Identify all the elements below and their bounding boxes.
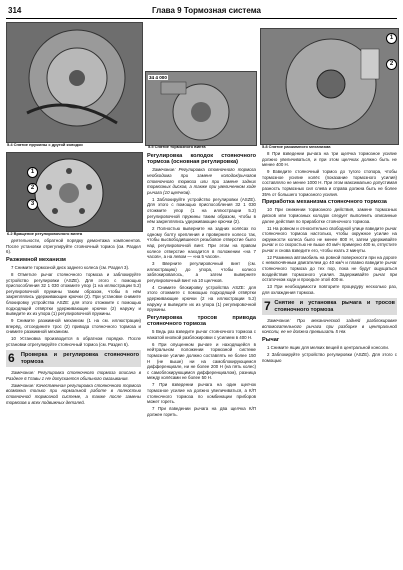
col3-para: 13 При необходимости повторите процедуру несколько раз, для охлаждения тормоза. (262, 284, 397, 295)
brake-spring-drawing (7, 23, 142, 142)
figure-5-5-caption: 5.5 Снятие тормозного винта (148, 144, 206, 149)
section-title: Проверка и регулировка стояночного тормоза (20, 352, 139, 365)
col2-para: 6 При опущенном рычаге и находящейся в нейтральном положении тормозной системе тормозное усилие должно составлять не более 150 Н (не выше) ни на самоблокирующемся дифференциале, ни не более 200 Н (на пять колес) с самоблокирующимся дифференциалом), разница между колёсами не более 50 Н. (147, 341, 256, 381)
col3-para: 10 При снижении тормозного действия, замене тормозных дисков или тормозных колодок следует выполнить описанные далее действия по приработке стояночного тормоза. (262, 207, 397, 224)
figure-5-8-callout-2: 2 (386, 59, 397, 70)
section-title: Снятие и установка рычага и тросов стояночного тормоза (274, 300, 395, 313)
page-header (6, 4, 397, 19)
figure-5-4-caption: 5.4 Снятие пружины с другой колодки (7, 142, 83, 147)
figure-5-8-caption: 5.8 Снятие разжимного механизма (262, 144, 331, 149)
chapter-title: Глава 9 Тормозная система (152, 6, 261, 15)
col1-para: 8 Отметьте рычаг стояночного тормоза и заблокируйте устройство регулировки (ASZE). Для этого с помощью приспособления 32 1 030 отожмите упор (1 на иллюстрации 5.2) регулировочной пружины таким образом, чтобы в нём закреплялись удерживающие крючки (2). При установке снимите блокировку устройства ASZE: для этого отожмите с помощью подходящей отвёртки удерживающие крючки (2) наружу и выведите их из упора (1) регулировочной пружины. (6, 271, 141, 317)
col3-para: 12 Разминка автомобиль на ровной поверхности при на дороге с невключённым двигателем до 40 км/ч и плавно взведите рычаг стояночного тормоза до тех пор, пока не будут ощущаться воздействия тормозного усилия. Задерживайте рычаг при остаточном ходе и проедьте этой 400 м. (262, 254, 397, 283)
figure-5-5-photo (145, 71, 257, 146)
figure-6-2-photo (6, 152, 143, 232)
col1-note: Замечание: Качественная регулировка стояночного тормоза возможна только при нормальной работе в полностью стояночной тормозной системе, а также после замены тормозов и всех подвижных деталей. (6, 382, 141, 405)
figure-5-4-photo (6, 22, 143, 143)
expander-drawing (261, 29, 398, 144)
brake-screw-drawing (146, 72, 256, 145)
figure-5-8-photo (260, 28, 399, 145)
section-number: 7 (264, 299, 271, 314)
col2-note: Замечание: Регулировка стояночного тормоза необходима при замене колодок/рычагов стояночного тормоза или при замене задних тормозных дисков, а также при увеличенном ходе рычага (10 щелчков). (147, 167, 256, 195)
section-7-header (262, 298, 397, 315)
col1-para: 9 Снимите разжимной механизм (1 на см. иллюстрации) вперёд, отсоедините трос (2) привода стояночного тормоза и снимите разжимной механизм. (6, 318, 141, 335)
figure-6-2-callout-2: 2 (27, 183, 38, 194)
col3-para: 11 На ровном и относительно свободной улице взведите рычаг стояночного тормоза настолько, чтобы окружное усилие на окружности колеса было не менее 800 Н, затем удерживайте рычаг и со скоростью не выше 40 км/ч примерно 400 м, отпустите рычаг и снова взведите его, чтобы ехать 2 минуты. (262, 225, 397, 253)
figure-6-2-callout-1: 1 (27, 167, 38, 178)
col2-para: 4 Снимите блокировку устройства ASZE: для этого отожмите с помощью подходящей отвёртки удерживающие крючки (2 на иллюстрации 5.2) наружу и выведите их из упора (1) регулировочной пружины. (147, 284, 256, 313)
wheel-drawing (7, 153, 142, 231)
col3-para: 1 Снимите ящик для мелких вещей в центральной консоли. (267, 345, 390, 351)
col2-heading: Регулировка тросов привода стояночного тормоза (147, 314, 256, 328)
col2-para: 7 При взведении рычага на два щелчка К/П должен гореть. (147, 406, 256, 417)
figure-5-5-tag: 34 4 000 (149, 75, 167, 80)
figure-6-2-caption: 6.2 Вращение регулировочного винта (7, 231, 83, 236)
column-1 (6, 238, 141, 407)
col3-para: 2 Заблокируйте устройство регулировки (ASZE). Для этого с помощью (262, 352, 397, 363)
col3-note: Замечание: При механической задней разблокировке вспомогательного рычага при разборке в центральной консоли, ее не должна превышать 5 Нм. (262, 318, 397, 335)
col2-para: 5 Ведь раз взведите рычаг стояночного тормоза с нажатой кнопкой разблокировки с усилием в 400 Н. (147, 329, 256, 340)
figure-6-2-callout-3: 3 (27, 199, 38, 210)
col1-para: деятельности, обратной порядку демонтажа компонентов. После установки отрегулируйте стояночный тормоз (см. Раздел 6). (6, 238, 141, 255)
figure-5-8-callout-1: 1 (386, 33, 397, 44)
col3-heading: Приработка механизма стояночного тормоза (262, 199, 387, 206)
col2-heading: Регулировка колодок стояночного тормоза (основная регулировка) (147, 153, 256, 166)
column-3 (262, 151, 397, 365)
col2-para: 3 Вверните регулировочный винт (см. иллюстрацию) до упора, чтобы колесо заблокировалось, а затем выверните регулировочный винт на 10 щелчков. (147, 261, 256, 283)
section-6-header (6, 350, 141, 367)
section-number: 6 (8, 351, 15, 366)
column-2 (147, 151, 256, 419)
col1-note: Замечание: Регулировка стояночного тормоза описана в Разделе 6 Главы 1 Не допускается обильного смазывания. (6, 370, 141, 381)
col2-para: 2 Полностью выверните на задних колёсах по одному болту крепления и проверните колесо так, чтобы высвободившееся резьбовое отверстие было над регулировочной винт. При этом на правом колесе отверстие находится в положении «на 7 часов», а на левом — «на 5 часов». (147, 226, 256, 260)
col1-heading: Разжимной механизм (6, 256, 66, 263)
col3-heading: Рычаг (262, 337, 280, 344)
col2-para: 7 При взведении рычага на один щелчок тормозное усилие на должно увеличиваться, а К/П стояночного тормоза по комбинации приборов может гореть. (147, 382, 256, 405)
col3-para: 8 При взведении рычага на три щелчка тормозное усилие должно увеличиваться, и при этом щелчках должно быть не менее 400 Н. (262, 151, 397, 168)
col1-para: 10 Установка производится в обратном порядке. После установки отрегулируйте стояночный тормоз (см. Раздел 6). (6, 336, 141, 347)
page-number: 314 (8, 6, 22, 15)
col3-para: 9 Взведите стояночный тормоз до тугого стопора, чтобы тормозное усилие колёс (показание тормозного усилия) составляло не менее 1000 Н. При этом максимально допустимая разность тормозных сил слева и справа должна быть не более 35% от большего тормозного усилия. (262, 169, 397, 197)
col2-para: 1 Заблокируйте устройство регулировки (ASZE). Для этого с помощью приспособления 32 1 030 отожмите упор (1 на иллюстрации 5.2) регулировочной пружины таким образом, чтобы в нём закреплялись удерживающие крючки (2). (147, 196, 256, 225)
col1-para: 7 Снимите тормозной диск заднего колеса (см. Раздел 3). (11, 264, 130, 270)
